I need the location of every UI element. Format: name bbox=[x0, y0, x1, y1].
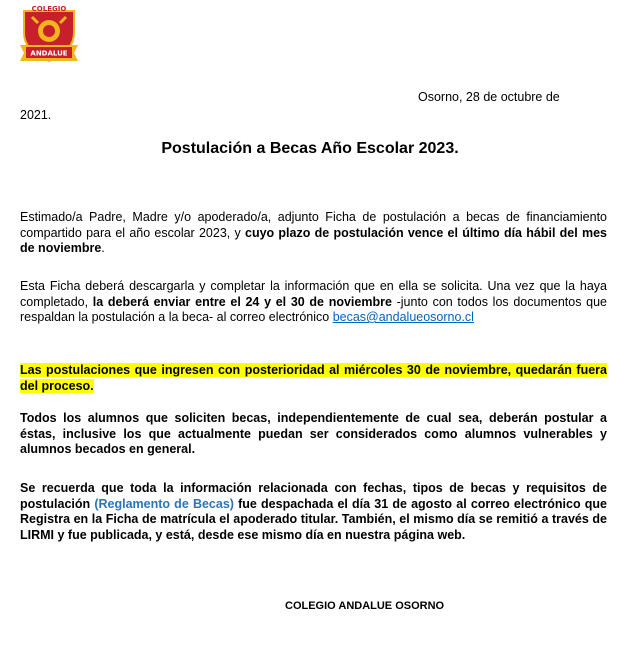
paragraph-warning bbox=[20, 363, 607, 394]
paragraph-greeting bbox=[20, 210, 607, 257]
logo-banner-text: ANDALUE bbox=[30, 49, 68, 58]
document-title: Postulación a Becas Año Escolar 2023. bbox=[161, 140, 459, 157]
paragraph-reminder bbox=[20, 481, 607, 543]
signature: COLEGIO ANDALUE OSORNO bbox=[285, 600, 445, 612]
p2-text-a: Esta Ficha deberá descargarla y completar la información que en ella se solicita. Una vez que la haya completado, bbox=[20, 279, 607, 309]
date-line-2: 2021. bbox=[20, 108, 52, 122]
p5-text-a: Se recuerda que toda la información relacionada con fechas, tipos de becas y requisitos de postulación bbox=[20, 481, 607, 511]
date-line-1: Osorno, 28 de octubre de bbox=[418, 90, 560, 104]
logo-top-text: COLEGIO bbox=[31, 5, 67, 13]
school-logo bbox=[18, 3, 80, 67]
p5-text-b: fue despachada el día 31 de agosto al correo electrónico que Registra en la Ficha de matrícula el apoderado titular. También, el mismo día se remitió a través de LIRMI y fue publicada, y está, desde ese mismo día en nuestra página web. bbox=[20, 496, 607, 542]
email-link[interactable]: becas@andalueosorno.cl bbox=[332, 310, 474, 324]
reglamento-link[interactable]: (Reglamento de Becas) bbox=[94, 496, 234, 511]
paragraph-all-students: Todos los alumnos que soliciten becas, independientemente de cual sea, deberán postular a éstas, inclusive los que actualmente puedan ser considerados como alumnos vulnerables y alumnos becados en general. bbox=[20, 411, 607, 456]
p2-text-b: -junto con todos los documentos que respaldan la postulación a la beca- al correo electrónico bbox=[20, 294, 607, 324]
paragraph-instructions bbox=[20, 279, 607, 326]
p1-text-b: . bbox=[101, 241, 105, 255]
p1-deadline: cuyo plazo de postulación vence el último día hábil del mes de noviembre bbox=[20, 225, 607, 255]
p1-text-a: Estimado/a Padre, Madre y/o apoderado/a, adjunto Ficha de postulación a becas de financiamiento compartido para el año escolar 2023, y bbox=[20, 210, 607, 240]
p2-dates: la deberá enviar entre el 24 y el 30 de noviembre bbox=[92, 294, 392, 309]
highlighted-warning: Las postulaciones que ingresen con posterioridad al miércoles 30 de noviembre, quedarán fuera del proceso. bbox=[20, 363, 607, 393]
